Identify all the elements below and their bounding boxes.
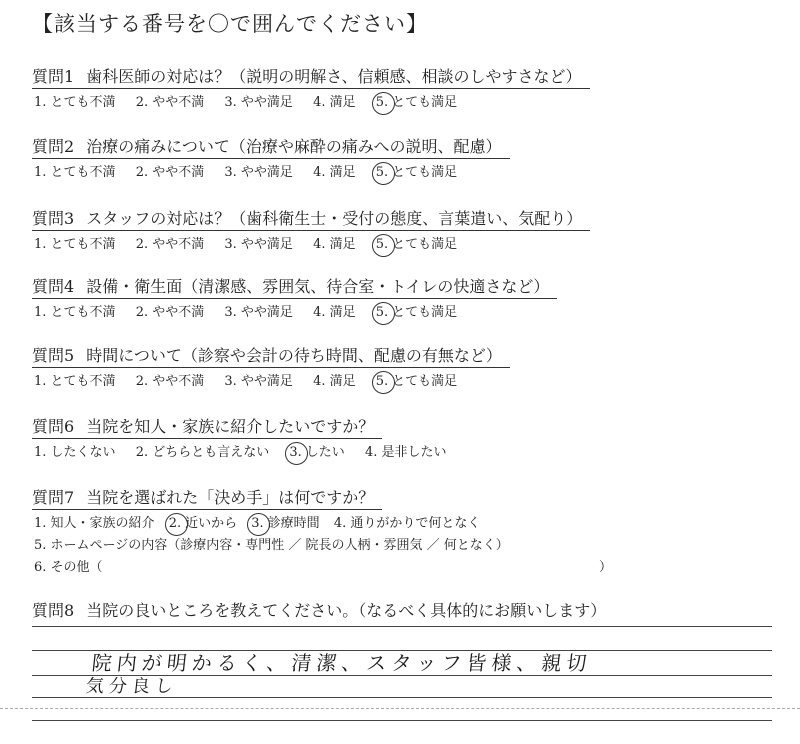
answer-options — [34, 441, 772, 460]
question-number: 質問7 — [32, 488, 75, 507]
question-4 — [32, 274, 772, 320]
option-1[interactable]: 1. 知人・家族の紹介 — [34, 516, 155, 531]
option-3[interactable]: 3. やや満足 — [224, 165, 293, 180]
option-1[interactable]: 1. とても不満 — [34, 305, 116, 320]
option-5-label: とても満足 — [392, 95, 458, 110]
answer-options — [34, 233, 772, 252]
question-title — [32, 485, 382, 510]
option-1[interactable]: 1. したくない — [34, 445, 116, 460]
question-text: 当院の良いところを教えてください。（なるべく具体的にお願いします） — [86, 601, 607, 620]
option-3-label: したい — [305, 445, 345, 460]
option-5-circled[interactable]: 5. — [375, 95, 389, 110]
question-title — [32, 414, 382, 439]
question-title — [32, 274, 557, 299]
question-number: 質問3 — [32, 209, 75, 228]
question-7 — [32, 485, 772, 575]
option-3[interactable]: 3. やや満足 — [224, 374, 293, 389]
option-4[interactable]: 4. 満足 — [313, 237, 356, 252]
option-2[interactable]: 2. やや不満 — [135, 374, 205, 389]
question-number: 質問5 — [32, 346, 75, 365]
option-2[interactable]: 2. やや不満 — [135, 237, 205, 252]
question-text: 当院を知人・家族に紹介したいですか？ — [86, 417, 375, 436]
question-text: 時間について（診察や会計の待ち時間、配慮の有無など） — [86, 346, 502, 365]
question-2 — [32, 134, 772, 180]
option-2[interactable]: 2. やや不満 — [135, 305, 205, 320]
option-6-line[interactable] — [34, 556, 772, 575]
question-5 — [32, 343, 772, 389]
question-text: スタッフの対応は？（歯科衛生士・受付の態度、言葉遣い、気配り） — [86, 209, 583, 228]
option-3-circled[interactable]: 3. — [251, 516, 264, 531]
question-title — [32, 64, 590, 89]
option-2[interactable]: 2. どちらとも言えない — [135, 445, 270, 460]
question-6 — [32, 414, 772, 460]
answer-options — [34, 370, 772, 389]
question-title — [32, 343, 510, 368]
answer-rule-line — [32, 720, 772, 721]
option-1[interactable]: 1. とても不満 — [34, 374, 116, 389]
scan-edge-line — [0, 708, 800, 709]
option-5-circled[interactable]: 5. — [375, 374, 389, 389]
option-3[interactable]: 3. やや満足 — [224, 95, 293, 110]
question-title — [32, 598, 614, 622]
option-5-label: とても満足 — [392, 305, 458, 320]
option-5-label: とても満足 — [392, 165, 458, 180]
handwritten-answer-line2[interactable]: 気分良し — [84, 676, 179, 697]
option-6-paren-close: ） — [599, 560, 613, 575]
option-5-label: とても満足 — [392, 374, 458, 389]
question-3 — [32, 206, 772, 252]
question-text: 治療の痛みについて（治療や麻酔の痛みへの説明、配慮） — [86, 137, 502, 156]
option-4[interactable]: 4. 満足 — [313, 305, 356, 320]
option-3[interactable]: 3. やや満足 — [224, 237, 293, 252]
question-title — [32, 134, 510, 159]
option-4[interactable]: 4. 満足 — [313, 165, 356, 180]
option-4[interactable]: 4. 満足 — [313, 95, 356, 110]
option-2-label: 近いから — [185, 516, 238, 531]
option-5-label: とても満足 — [392, 237, 458, 252]
answer-options — [34, 512, 772, 531]
question-number: 質問4 — [32, 277, 75, 296]
option-3-circled[interactable]: 3. — [289, 445, 302, 460]
question-title — [32, 206, 590, 231]
option-4[interactable]: 4. 通りがかりで何となく — [333, 516, 481, 531]
question-number: 質問8 — [32, 601, 75, 620]
question-1 — [32, 64, 772, 110]
option-5-circled[interactable]: 5. — [375, 165, 389, 180]
question-number: 質問2 — [32, 137, 75, 156]
option-2-circled[interactable]: 2. — [168, 516, 182, 531]
answer-rule-line — [32, 626, 772, 627]
option-5-line[interactable]: 5. ホームページの内容（診療内容・専門性 ／ 院長の人柄・雰囲気 ／ 何となく） — [34, 538, 509, 553]
question-8 — [32, 598, 772, 622]
question-text: 当院を選ばれた「決め手」は何ですか？ — [86, 488, 375, 507]
answer-options — [34, 91, 772, 110]
question-number: 質問6 — [32, 417, 75, 436]
option-1[interactable]: 1. とても不満 — [34, 237, 116, 252]
page-header: 【該当する番号を〇で囲んでください】 — [32, 12, 428, 36]
handwritten-answer-line1[interactable]: 院内が明かるく、清潔、スタッフ皆様、親切 — [90, 651, 593, 675]
answer-options — [34, 161, 772, 180]
option-2[interactable]: 2. やや不満 — [135, 165, 205, 180]
option-1[interactable]: 1. とても不満 — [34, 165, 116, 180]
option-3[interactable]: 3. やや満足 — [224, 305, 293, 320]
option-3-label: 診療時間 — [267, 516, 320, 531]
option-4[interactable]: 4. 是非したい — [364, 445, 447, 460]
option-6-label: 6. その他（ — [34, 560, 103, 575]
option-5-circled[interactable]: 5. — [375, 237, 389, 252]
option-4[interactable]: 4. 満足 — [313, 374, 356, 389]
option-2[interactable]: 2. やや不満 — [135, 95, 205, 110]
answer-options — [34, 301, 772, 320]
option-1[interactable]: 1. とても不満 — [34, 95, 116, 110]
question-text: 歯科医師の対応は？（説明の明解さ、信頼感、相談のしやすさなど） — [86, 67, 582, 86]
question-number: 質問1 — [32, 67, 75, 86]
question-text: 設備・衛生面（清潔感、雰囲気、待合室・トイレの快適さなど） — [86, 277, 550, 296]
option-5-circled[interactable]: 5. — [375, 305, 389, 320]
